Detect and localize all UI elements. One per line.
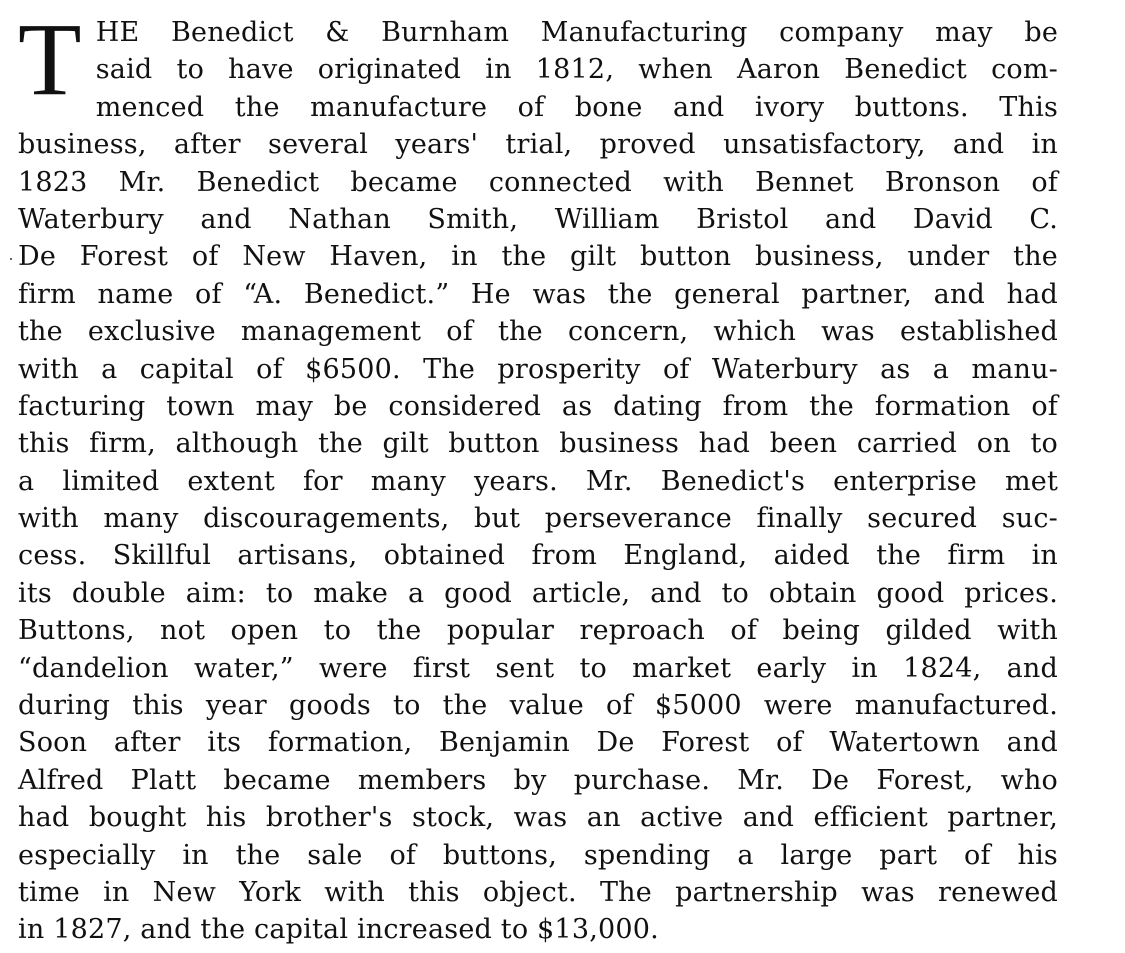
text-line: facturing town may be considered as dating from the formation of	[18, 390, 1058, 422]
text-line: time in New York with this object. The partnership was renewed	[18, 876, 1058, 908]
text-line: the exclusive management of the concern, which was established	[18, 316, 1058, 348]
text-line: this firm, although the gilt button business had been carried on to	[18, 428, 1058, 460]
text-line: its double aim: to make a good article, and to obtain good prices.	[18, 577, 1058, 609]
drop-cap: T	[18, 2, 82, 117]
text-line: firm name of “A. Benedict.” He was the general partner, and had	[18, 278, 1058, 310]
text-line: menced the manufacture of bone and ivory buttons. This	[95, 91, 1058, 123]
text-line: cess. Skillful artisans, obtained from England, aided the firm in	[18, 540, 1058, 572]
text-line: a limited extent for many years. Mr. Benedict's enterprise met	[18, 465, 1058, 497]
text-line: during this year goods to the value of $5000 were manufactured.	[18, 690, 1058, 722]
text-line: had bought his brother's stock, was an active and efficient partner,	[18, 802, 1058, 834]
text-line: “dandelion water,” were first sent to market early in 1824, and	[18, 652, 1058, 684]
print-speck	[10, 258, 12, 260]
text-line: business, after several years' trial, proved unsatisfactory, and in	[18, 129, 1058, 161]
text-line: with many discouragements, but perseverance finally secured suc-	[18, 503, 1058, 535]
text-line: Waterbury and Nathan Smith, William Bristol and David C.	[18, 203, 1058, 235]
text-line: Buttons, not open to the popular reproach of being gilded with	[18, 615, 1058, 647]
text-line: especially in the sale of buttons, spending a large part of his	[18, 839, 1058, 871]
text-line: 1823 Mr. Benedict became connected with Bennet Bronson of	[18, 166, 1058, 198]
text-line: De Forest of New Haven, in the gilt button business, under the	[18, 241, 1058, 273]
text-line: HE Benedict & Burnham Manufacturing company may be	[95, 17, 1058, 48]
text-line: in 1827, and the capital increased to $13,000.	[18, 914, 659, 946]
text-line: with a capital of $6500. The prosperity of Waterbury as a manu-	[18, 353, 1058, 385]
text-line: said to have originated in 1812, when Aaron Benedict com-	[95, 54, 1058, 86]
article-text	[18, 2, 1058, 949]
text-line: Soon after its formation, Benjamin De Forest of Watertown and	[18, 727, 1058, 759]
text-line: Alfred Platt became members by purchase. Mr. De Forest, who	[18, 764, 1058, 796]
